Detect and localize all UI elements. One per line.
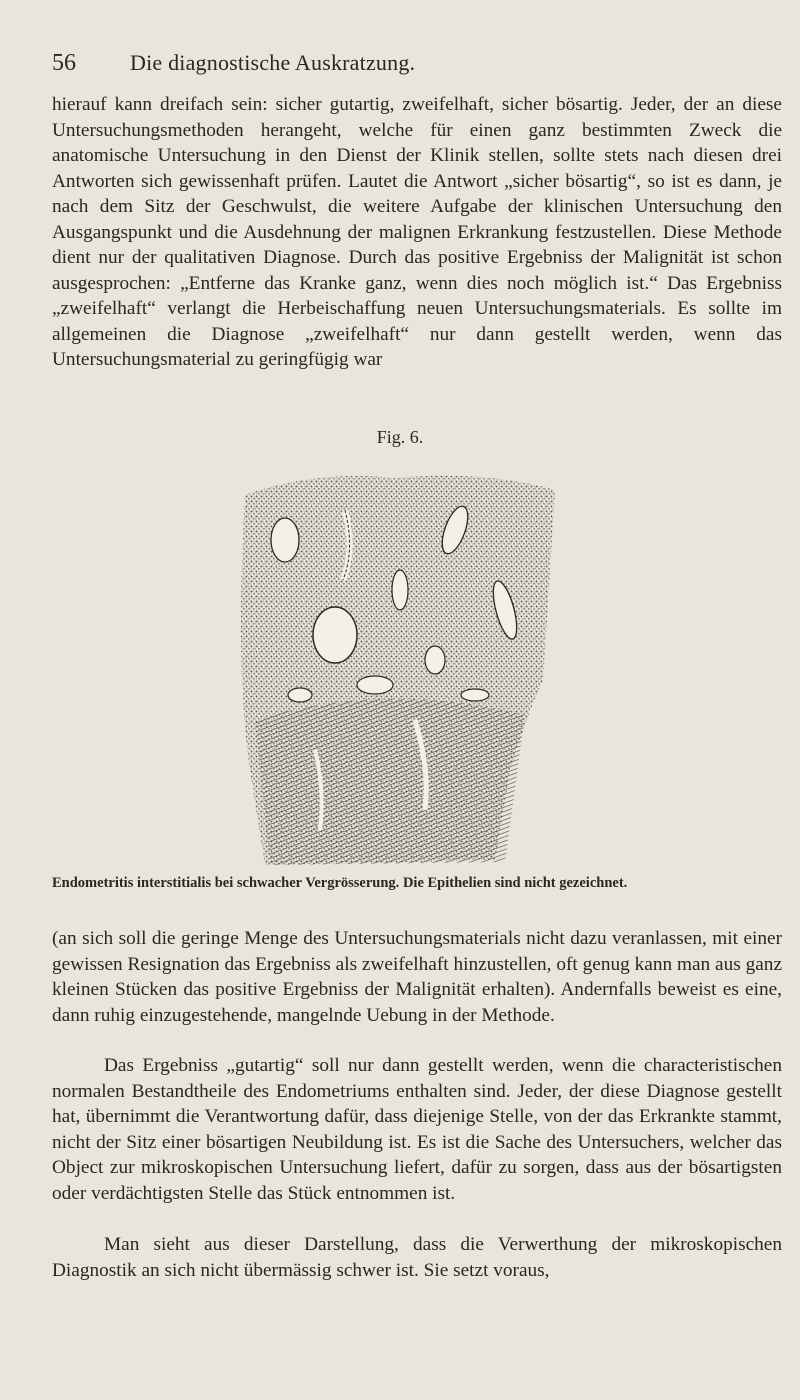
endometrium-illustration	[225, 470, 570, 870]
caption-part-1: Endometritis interstitialis bei schwacher Vergrösserung.	[52, 875, 400, 891]
page-header	[52, 50, 752, 82]
paragraph-2: (an sich soll die geringe Menge des Untersuchungsmaterials nicht dazu veranlassen, mit einer gewissen Resignation das Ergebniss als zweifelhaft hinzustellen, oft genug kann man aus ganz kleinen Stücken das positive Ergebniss der Malignität erhalten). Andernfalls beweist es eine, dann ruhig einzugestehende, mangelnde Uebung in der Methode.	[52, 928, 782, 1026]
page-number: 56	[52, 50, 76, 76]
histology-figure	[225, 470, 570, 870]
figure-caption	[52, 875, 782, 892]
paragraph-4: Man sieht aus dieser Darstellung, dass die Verwerthung der mikroskopischen Diagnostik an sich nicht übermässig schwer ist. Sie setzt voraus,	[52, 1234, 782, 1281]
running-head: Die diagnostische Auskratzung.	[130, 50, 416, 75]
paragraph-1: hierauf kann dreifach sein: sicher gutartig, zweifelhaft, sicher bösartig. Jeder, der an diese Untersuchungsmethoden herangeht, welche für einen ganz bestimmten Zweck die anatomische Untersuchung in den Dienst der Klinik stellen, sollte stets nach diesen drei Antworten sich gewissenhaft prüfen. Lautet die Antwort „sicher bösartig“, so ist es dann, je nach dem Sitz der Geschwulst, die weitere Aufgabe der klinischen Untersuchung den Ausgangspunkt und die Ausdehnung der malignen Erkrankung festzustellen. Diese Methode dient nur der qualitativen Diagnose. Durch das positive Ergebniss der Malignität ist schon ausgesprochen: „Entferne das Kranke ganz, wenn dies noch möglich ist.“ Das Ergebniss „zweifelhaft“ verlangt die Herbeischaffung neuen Untersuchungsmaterials. Es sollte im allgemeinen die Diagnose „zweifelhaft“ nur dann gestellt werden, wenn das Untersuchungsmaterial zu geringfügig war	[52, 94, 782, 370]
caption-part-2: Die Epithelien sind nicht gezeichnet.	[402, 875, 628, 891]
paragraph-3: Das Ergebniss „gutartig“ soll nur dann gestellt werden, wenn die characteristischen normalen Bestandtheile des Endometriums enthalten sind. Jeder, der diese Diagnose gestellt hat, übernimmt die Verantwortung dafür, dass diejenige Stelle, von der das Erkrankte stammt, nicht der Sitz einer bösartigen Neubildung ist. Es ist die Sache des Untersuchers, welcher das Object zur mikroskopischen Untersuchung liefert, dafür zu sorgen, dass aus der bösartigsten oder verdächtigsten Stelle das Stück entnommen ist.	[52, 1055, 782, 1204]
figure-label: Fig. 6.	[376, 427, 424, 447]
